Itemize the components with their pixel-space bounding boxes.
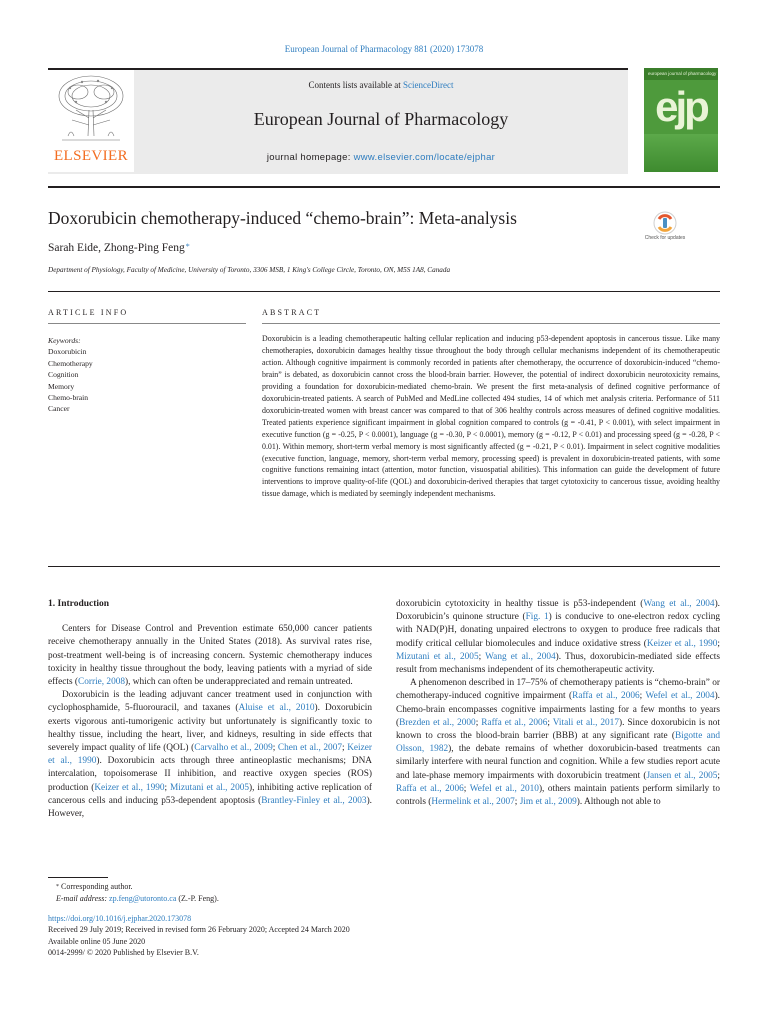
citation-link[interactable]: Vitali et al., 2017 bbox=[552, 717, 619, 728]
body-column-right bbox=[396, 598, 720, 809]
journal-cover[interactable] bbox=[644, 68, 718, 172]
body-text: ; bbox=[639, 691, 646, 702]
keyword-item: Chemo-brain bbox=[48, 393, 89, 403]
body-text: ). Doxorubicin exerts vigorous anti-tumorigenic activity but unfortunately is significantly toxic to healthy tissue, including the heart, liver, and kidneys, resulting in side effects that severely impact quality of life (QOL) ( bbox=[48, 703, 372, 754]
body-text: doxorubicin cytotoxicity in healthy tissue is p53-independent ( bbox=[396, 599, 644, 609]
body-text: Doxorubicin is the leading adjuvant cancer treatment used in conjunction with cyclophosphamide, 5-fluorouracil, and taxanes ( bbox=[48, 690, 372, 714]
article-title: Doxorubicin chemotherapy-induced “chemo-brain”: Meta-analysis bbox=[48, 208, 517, 228]
body-text: ), the debate remains of whether doxorubicin-based treatments can similarly interfere with neural function and cognition. While a few studies report acute and late-phase memory impairments with doxorubicin treatment ( bbox=[396, 744, 721, 781]
body-text: Centers for Disease Control and Prevention estimate 650,000 cancer patients receive chemotherapy annually in the United States (2018). As survival rates rise, post-treatment well-being is of increasing concern. Systemic chemotherapy induces toxicity in healthy tissue throughout the body, leaving patients with a myriad of side effects ( bbox=[48, 624, 372, 688]
citation-link[interactable]: Raffa et al., 2006 bbox=[481, 717, 548, 728]
citation-link[interactable]: Mizutani et al., 2005 bbox=[396, 651, 479, 662]
keyword-item: Chemotherapy bbox=[48, 358, 93, 368]
body-text: ; bbox=[463, 783, 470, 794]
citation-link[interactable]: Jim et al., 2009 bbox=[519, 797, 577, 808]
body-text: A phenomenon described in 17–75% of chemotherapy patients is “chemo-brain” or chemotherapy-induced cognitive impairment ( bbox=[396, 678, 720, 702]
body-text: ), others maintain patients perform similarly to controls ( bbox=[396, 783, 720, 808]
body-text: ) is conducive to one-electron redox cycling with NAD(P)H, donating unpaired electrons to oxygen to produce free radicals that modify critical cellular biomolecules and induce oxidative stress ( bbox=[396, 612, 721, 649]
homepage-link[interactable]: www.elsevier.com/locate/ejphar bbox=[353, 152, 496, 163]
citation-link[interactable]: Corrie, 2008 bbox=[78, 677, 126, 688]
citation-link[interactable]: Brantley-Finley et al., 2003 bbox=[261, 795, 367, 806]
contents-prefix: Contents lists available at bbox=[308, 80, 403, 90]
body-text: ; bbox=[342, 743, 348, 754]
keyword-item: Cognition bbox=[48, 370, 79, 380]
body-text: ). Since doxorubicin is not known to cross the blood-brain barrier (BBB) at any significant rate ( bbox=[396, 717, 720, 742]
cover-title: european journal of pharmacology bbox=[648, 71, 717, 76]
body-text: ). Doxorubicin acts through three antineoplastic mechanisms; DNA intercalation, topoisomerase II inhibition, and reactive oxygen species (ROS) production ( bbox=[48, 756, 373, 793]
check-for-updates-badge[interactable] bbox=[648, 210, 682, 254]
abstract-text: Doxorubicin is a leading chemotherapeutic halting cellular replication and inducing p53-dependent apoptosis in cancerous tissue. Like many chemotherapies, doxorubicin damages healthy tissue throughout the body through cellular mechanisms independent of its chemotherapeutic action. Although cognitive impairment is commonly recorded in patients after chemotherapy, the occurrence of doxorubicin-induced “chemo-brain” is debated, as doxorubicin cannot cross the blood-brain barrier. However, the potential of indirect doxorubicin neurotoxicity remains, providing a foundation for doxorubicin-mediated chemo-brain. We present the first meta-analysis of defined cognitive performance of doxorubicin-treated patients. A search of PubMed and MedLine collected 494 studies, 14 of which met analysis criteria. Performance of 511 doxorubicin-treated women with breast cancer was compared to that of 306 healthy controls across measures of defined cognitive modalities. Treated patients experience significant impairment in global cognition compared to controls (g = -0.41, P < 0.001), with select impairment in executive function (g = -0.25, P < 0.0001), language (g = -0.30, P < 0.0001), memory (g = -0.12, P < 0.01) and processing speed (g = -0.28, P < 0.01). Within memory, short-term verbal memory is most significantly affected (g = -0.21, P < 0.01). Impairment in select cognitive modalities (executive function, language, memory, short-term verbal memory, processing speed) is prevalent in doxorubicin-treated patients, with some cognitive functions remaining intact (attention, motor function, visuospatial abilities). This information can guide the development of future interventions to improve quality-of-life (QOL) and doxorubicin-derived therapies that target cytotoxicity to cancerous tissue, avoiding healthy tissue damage, which is mediated by seemingly independent mechanisms. bbox=[262, 334, 720, 499]
journal-name: European Journal of Pharmacology bbox=[253, 109, 509, 129]
body-text: ), which can often be underappreciated and remain untreated. bbox=[125, 677, 353, 688]
doi-link[interactable]: https://doi.org/10.1016/j.ejphar.2020.173078 bbox=[48, 914, 192, 923]
body-text: ). Chemo-brain encompasses cognitive impairments lasting for a few months to years ( bbox=[396, 691, 720, 728]
homepage-prefix: journal homepage: bbox=[266, 152, 354, 163]
keyword-item: Doxorubicin bbox=[48, 347, 87, 357]
citation-link[interactable]: Keizer et al., 1990 bbox=[646, 638, 718, 649]
citation-link[interactable]: Keizer et al., 1990 bbox=[48, 743, 372, 767]
keyword-item: Memory bbox=[48, 381, 75, 391]
abstract-heading: ABSTRACT bbox=[262, 308, 322, 317]
body-text: ; bbox=[514, 797, 520, 808]
citation-link[interactable]: Bigotte and Olsson, 1982 bbox=[396, 731, 721, 755]
corresponding-footnote bbox=[56, 881, 219, 893]
affiliation: Department of Physiology, Faculty of Medicine, University of Toronto, 3306 MSB, 1 King's College Circle, Toronto, ON, M5S 1A8, Canada bbox=[48, 266, 451, 274]
citation-link[interactable]: Raffa et al., 2006 bbox=[572, 691, 640, 702]
contents-line bbox=[134, 80, 628, 90]
cover-ejp-mark: ejp bbox=[655, 83, 707, 130]
citation-link[interactable]: Fig. 1 bbox=[525, 612, 549, 623]
section-divider bbox=[48, 291, 720, 292]
citation-link[interactable]: Carvalho et al., 2009 bbox=[194, 743, 273, 754]
body-paragraph bbox=[396, 598, 720, 677]
cover-band bbox=[644, 134, 718, 172]
body-text: ; bbox=[164, 782, 171, 793]
author-list bbox=[48, 242, 190, 254]
footnote-rule bbox=[48, 877, 108, 878]
email-label: E-mail address: bbox=[56, 894, 108, 903]
citation-link[interactable]: Aluise et al., 2010 bbox=[238, 703, 315, 714]
elsevier-wordmark: ELSEVIER bbox=[53, 148, 129, 164]
keyword-item: Cancer bbox=[48, 404, 70, 414]
body-column-left bbox=[48, 598, 372, 821]
footnote-block bbox=[56, 881, 219, 905]
section-heading-introduction: 1. Introduction bbox=[48, 599, 110, 609]
body-text: ). Although not able to bbox=[576, 797, 661, 808]
publication-info bbox=[48, 913, 350, 959]
body-text: ; bbox=[272, 743, 278, 754]
abstract-rule bbox=[262, 323, 720, 324]
copyright: 0014-2999/ © 2020 Published by Elsevier B.V. bbox=[48, 948, 199, 958]
check-updates-icon bbox=[648, 210, 682, 236]
body-text: ). Doxorubicin’s quinone structure ( bbox=[396, 599, 720, 623]
citation-link[interactable]: Keizer et al., 1990 bbox=[94, 782, 165, 793]
footnote-mark: * bbox=[56, 884, 59, 890]
citation-link[interactable]: Hermelink et al., 2007 bbox=[431, 797, 515, 808]
citation-link[interactable]: Mizutani et al., 2005 bbox=[170, 782, 250, 793]
corresponding-author-mark[interactable]: * bbox=[185, 242, 190, 251]
received-dates: Received 29 July 2019; Received in revised form 26 February 2020; Accepted 24 March 2020 bbox=[48, 925, 350, 935]
article-info-rule bbox=[48, 323, 246, 324]
body-paragraph bbox=[48, 689, 372, 821]
corresponding-label: Corresponding author. bbox=[61, 882, 133, 891]
body-paragraph bbox=[396, 677, 720, 809]
available-online: Available online 05 June 2020 bbox=[48, 936, 146, 946]
body-text: ; bbox=[475, 717, 482, 728]
section-divider bbox=[48, 566, 720, 567]
citation-link[interactable]: Wang et al., 2004 bbox=[643, 599, 715, 609]
body-text: ; bbox=[547, 717, 553, 728]
authors: Sarah Eide, Zhong-Ping Feng bbox=[48, 242, 185, 254]
citation-link[interactable]: Wefel et al., 2004 bbox=[645, 691, 715, 702]
check-for-updates-label[interactable]: Check for updates bbox=[644, 235, 686, 241]
body-text: ; bbox=[717, 638, 720, 649]
body-paragraph bbox=[48, 623, 372, 689]
keywords-label: Keywords: bbox=[48, 336, 81, 345]
keywords-block bbox=[48, 335, 244, 415]
body-text: ), inhibiting active replication of cancerous cells and inducing p53-dependent apoptosis ( bbox=[48, 782, 372, 806]
email-suffix: (Z.-P. Feng). bbox=[178, 894, 219, 903]
tree-icon bbox=[48, 70, 134, 148]
sciencedirect-link[interactable]: ScienceDirect bbox=[403, 80, 454, 90]
body-text: ; bbox=[717, 770, 720, 781]
email-footnote bbox=[56, 893, 219, 905]
citation-link[interactable]: Raffa et al., 2006 bbox=[396, 783, 464, 794]
journal-reference[interactable]: European Journal of Pharmacology 881 (2020) 173078 bbox=[284, 44, 484, 54]
masthead-rule bbox=[48, 186, 720, 188]
homepage-line bbox=[134, 152, 628, 163]
citation-link[interactable]: Brezden et al., 2000 bbox=[399, 717, 476, 728]
body-text: ). Thus, doxorubicin-mediated side effects result from mechanisms independent of its chemotherapeutic activity. bbox=[396, 651, 720, 676]
citation-link[interactable]: Jansen et al., 2005 bbox=[646, 770, 718, 781]
citation-link[interactable]: Wefel et al., 2010 bbox=[469, 783, 539, 794]
article-info-heading: ARTICLE INFO bbox=[48, 308, 129, 317]
email-link[interactable]: zp.feng@utoronto.ca bbox=[109, 894, 177, 903]
citation-link[interactable]: Chen et al., 2007 bbox=[277, 743, 342, 754]
citation-link[interactable]: Wang et al., 2004 bbox=[485, 651, 556, 662]
body-text: ; bbox=[478, 651, 486, 662]
body-text: ). However, bbox=[48, 795, 372, 820]
